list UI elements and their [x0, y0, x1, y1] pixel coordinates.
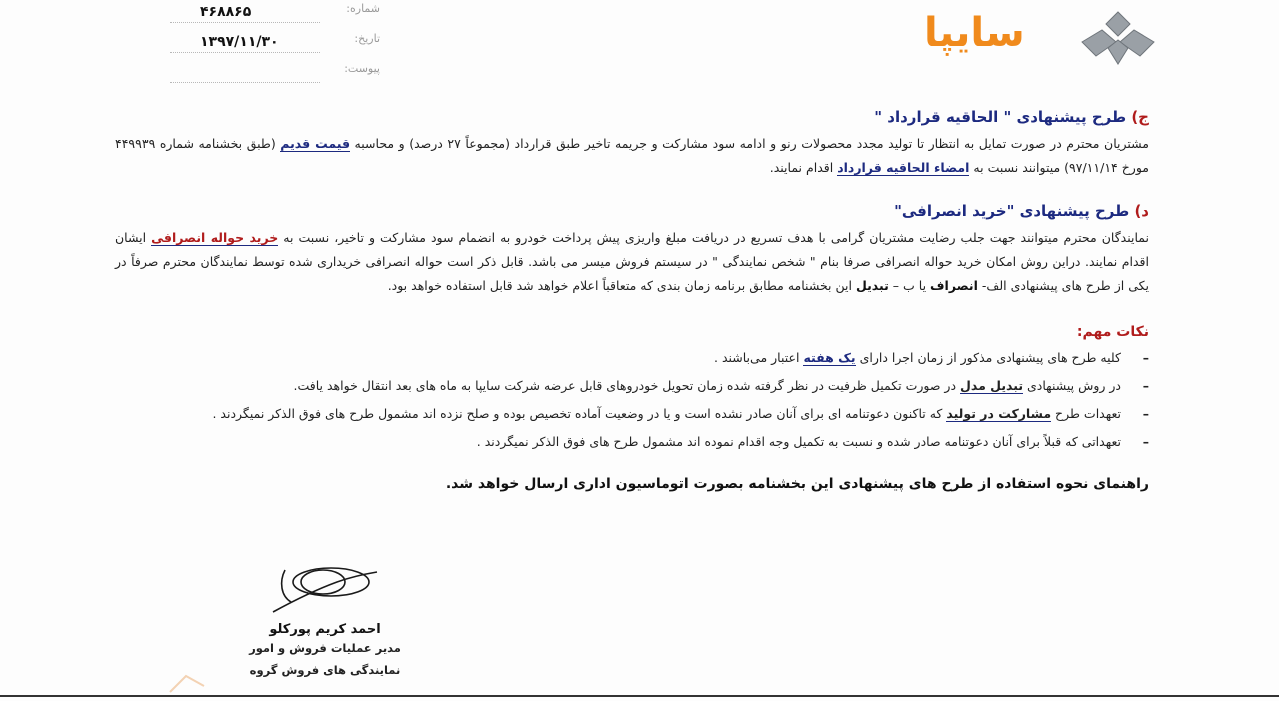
letter-meta: [160, 0, 390, 90]
meta-attachment-row: [160, 60, 390, 90]
faint-stamp-icon: [168, 672, 208, 694]
final-instruction: راهنمای نحوه استفاده از طرح های پیشنهادی این بخشنامه بصورت اتوماسیون اداری ارسال خواهد شد.: [445, 476, 1149, 492]
section-d-title: طرح پیشنهادی "خرید انصرافی": [894, 202, 1135, 220]
note-1-highlight: یک هفته: [803, 350, 856, 365]
section-d-letter: د): [1134, 202, 1149, 220]
number-value: ۴۶۸۸۶۵: [200, 4, 252, 20]
section-c-text-2: (طبق بخشنامه شماره ۴۴۹۹۳۹ مورخ ۹۷/۱۱/۱۴) میتوانند نسبت به: [115, 136, 1149, 175]
note-2-highlight: تبدیل مدل: [960, 378, 1024, 393]
note-3-text-2: که تاکنون دعوتنامه ای برای آنان صادر نشده است و یا در وضعیت آماده تخصیص بوده و صلح نزده اند مشمول طرح های فوق الذکر نمیگردند .: [212, 406, 947, 421]
signer-role-1: مدیر عملیات فروش و امور: [249, 641, 401, 655]
section-c-highlight-contract: امضاء الحاقیه قرارداد: [837, 160, 970, 175]
section-c-text-3: اقدام نمایند.: [769, 160, 838, 175]
section-d-text-2: ایشان اقدام نمایند. دراین روش امکان خرید حواله انصرافی صرفا بنام " شخص نمایندگی " در سیستم فروش میسر می باشد. قابل ذکر است حواله انصرافی خریداری شده توسط نمایندگان محترم صرفاً در یکی از طرح های پیشنهادی الف-: [115, 230, 1149, 293]
note-dash: –: [1142, 406, 1149, 421]
section-d-bold-cancel: انصراف: [930, 278, 978, 293]
note-3-text-1: تعهدات طرح: [1051, 406, 1121, 421]
signature-block: [230, 560, 420, 681]
section-c-letter: ج): [1131, 108, 1149, 126]
section-c-highlight-old-price: قیمت قدیم: [280, 136, 351, 151]
saipa-emblem-icon: [1072, 8, 1164, 68]
meta-divider: [170, 52, 320, 53]
signer-name: احمد کریم پورکلو: [269, 622, 381, 637]
section-c-paragraph: [115, 132, 1149, 180]
note-dash: –: [1142, 350, 1149, 365]
section-c-heading: [115, 108, 1149, 126]
logo-text: سایپا: [924, 10, 1025, 56]
handwritten-signature-icon: [265, 560, 385, 618]
page-bottom-border: [0, 695, 1279, 697]
note-1-text-1: کلیه طرح های پیشنهادی مذکور از زمان اجرا دارای: [855, 350, 1121, 365]
note-dash: –: [1142, 434, 1149, 449]
section-d-highlight-purchase: خرید حواله انصرافی: [151, 230, 279, 245]
section-d-heading: [115, 202, 1149, 220]
meta-number-row: [160, 0, 390, 30]
section-c-text-1: مشتریان محترم در صورت تمایل به انتظار تا تولید مجدد محصولات رنو و ادامه سود مشارکت و جریمه تاخیر طبق قرارداد (مجموعاً ۲۷ درصد) و محاسبه: [350, 136, 1150, 151]
number-label: شماره:: [346, 2, 380, 15]
section-d-text-3: یا ب –: [888, 278, 931, 293]
note-3-highlight: مشارکت در تولید: [946, 406, 1052, 421]
date-label: تاریخ:: [354, 32, 380, 45]
meta-divider: [170, 22, 320, 23]
section-d-bold-convert: تبدیل: [855, 278, 889, 293]
note-2-text-1: در روش پیشنهادی: [1023, 378, 1121, 393]
meta-divider: [170, 82, 320, 83]
section-d-paragraph: [115, 226, 1149, 298]
note-dash: –: [1142, 378, 1149, 393]
note-2-text-2: در صورت تکمیل ظرفیت در نظر گرفته شده زمان تحویل خودروهای قابل عرضه شرکت سایپا به ماه های بعد انتقال خواهد یافت.: [293, 378, 961, 393]
letter-body: [115, 108, 1149, 492]
note-item-1: [115, 344, 1149, 372]
section-d-text-1: نمایندگان محترم میتوانند جهت جلب رضایت مشتریان گرامی با هدف تسریع در دریافت مبلغ واریزی پیش پرداخت خودرو به انضمام سود مشارکت و تاخیر، نسبت به: [278, 230, 1149, 245]
attachment-label: پیوست:: [344, 62, 380, 75]
saipa-logo: [924, 8, 1164, 68]
date-value: ۱۳۹۷/۱۱/۳۰: [200, 34, 279, 50]
note-1-text-2: اعتبار می‌باشند .: [714, 350, 804, 365]
note-4-text: تعهداتی که قبلاً برای آنان دعوتنامه صادر شده و نسبت به تکمیل وجه اقدام نموده اند مشمول طرح های فوق الذکر نمیگردند .: [476, 434, 1121, 449]
note-item-4: [115, 428, 1149, 456]
meta-date-row: [160, 30, 390, 60]
section-d-text-4: این بخشنامه مطابق برنامه زمان بندی که متعاقباً اعلام خواهد شد قابل استفاده خواهد بود.: [387, 278, 856, 293]
notes-title: نکات مهم:: [1076, 324, 1149, 340]
signer-role-2: نمایندگی های فروش گروه: [249, 663, 401, 677]
section-c-title: طرح پیشنهادی " الحاقیه قرارداد ": [874, 108, 1132, 126]
note-item-2: [115, 372, 1149, 400]
note-item-3: [115, 400, 1149, 428]
